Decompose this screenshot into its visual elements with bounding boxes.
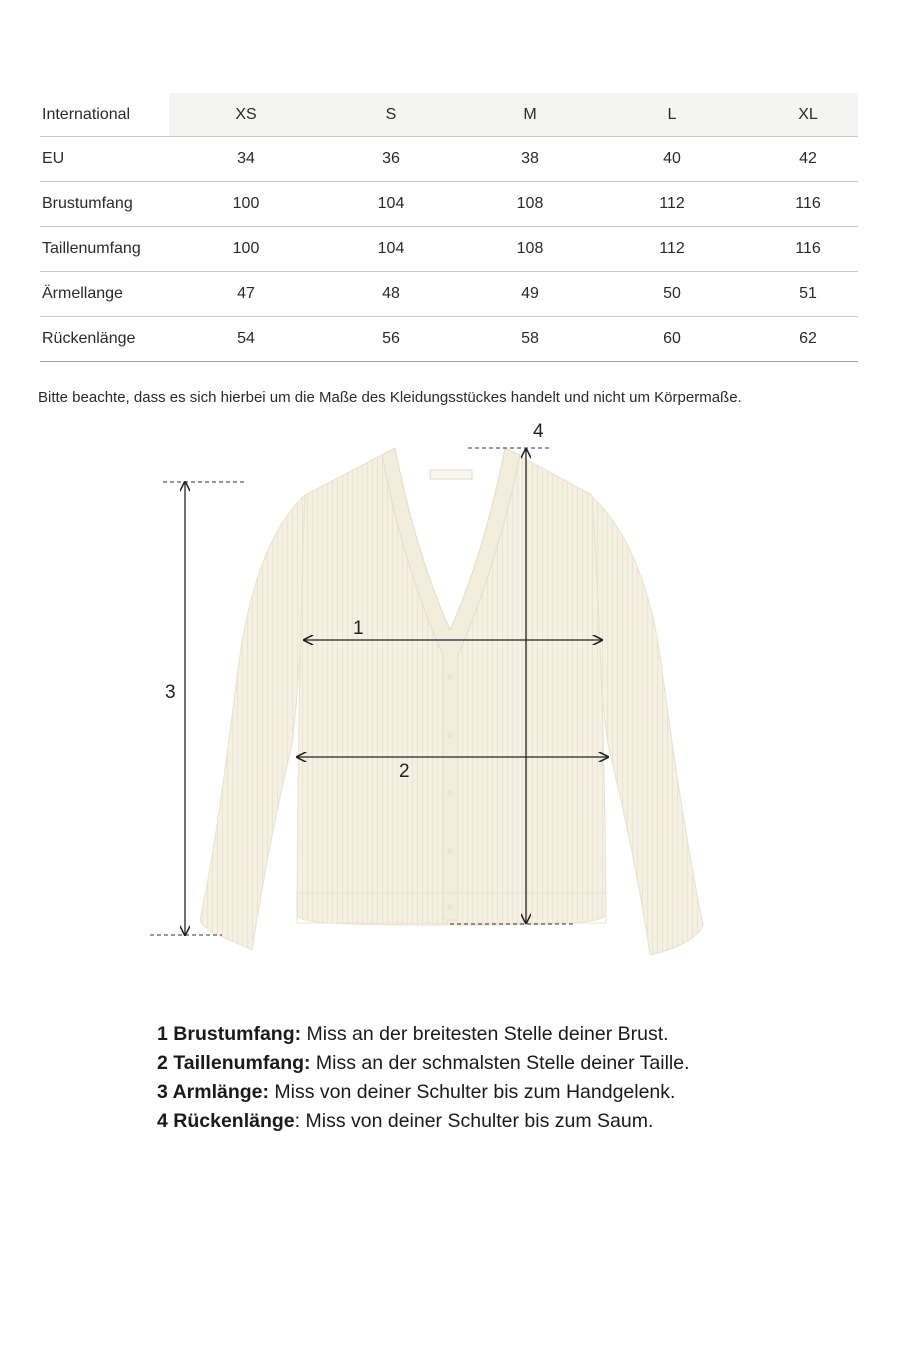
table-cell: 116: [795, 240, 821, 257]
table-row: [40, 182, 858, 227]
legend-term: Armlänge:: [172, 1081, 269, 1103]
header-size: L: [667, 105, 677, 123]
marker-waist: 2: [399, 761, 410, 782]
brand-label: [430, 470, 472, 479]
table-row: [40, 272, 858, 317]
button: [447, 674, 453, 680]
table-cell: 36: [382, 150, 400, 167]
table-cell: 48: [382, 285, 400, 302]
table-cell: 112: [659, 240, 685, 257]
legend-num: 3: [157, 1081, 168, 1103]
legend-num: 2: [157, 1052, 168, 1074]
table-cell: 56: [382, 330, 400, 347]
table-cell: 49: [521, 285, 539, 302]
marker-chest: 1: [353, 618, 364, 639]
table-row: [40, 317, 858, 362]
button: [447, 790, 453, 796]
table-cell: 104: [377, 240, 405, 257]
table-header-row: [40, 93, 858, 137]
table-cell: 100: [232, 240, 260, 257]
left-sleeve: [200, 495, 305, 950]
table-cell: 34: [237, 150, 255, 167]
table-cell: 50: [663, 285, 681, 302]
marker-sleeve: 3: [165, 682, 176, 703]
row-label: Rückenlänge: [42, 330, 136, 347]
legend-term: Taillenumfang:: [173, 1052, 311, 1074]
header-size: S: [385, 105, 397, 123]
table-cell: 51: [799, 285, 817, 302]
measurement-note: Bitte beachte, dass es sich hierbei um die Maße des Kleidungsstückes handelt und nicht um Körpermaße.: [38, 389, 742, 406]
marker-back: 4: [533, 421, 544, 442]
table-row: [40, 227, 858, 272]
table-cell: 100: [232, 195, 260, 212]
legend-text: : Miss von deiner Schulter bis zum Saum.: [294, 1110, 654, 1132]
measurement-legend: [157, 1020, 690, 1136]
table-cell: 116: [795, 195, 821, 212]
button: [447, 904, 453, 910]
legend-term: Rückenlänge: [173, 1110, 295, 1132]
table-cell: 38: [521, 150, 539, 167]
header-label: International: [42, 105, 131, 123]
table-cell: 112: [659, 195, 685, 212]
legend-text: Miss an der schmalsten Stelle deiner Taille.: [310, 1052, 690, 1074]
table-cell: 58: [521, 330, 539, 347]
header-size: M: [523, 105, 537, 123]
table-cell: 62: [799, 330, 817, 347]
table-cell: 40: [663, 150, 681, 167]
button: [447, 732, 453, 738]
legend-num: 1: [157, 1023, 168, 1045]
legend-num: 4: [157, 1110, 168, 1132]
table-cell: 47: [237, 285, 255, 302]
legend-term: Brustumfang:: [173, 1023, 302, 1045]
right-sleeve: [590, 495, 703, 955]
cardigan-illustration: [0, 415, 900, 975]
table-cell: 42: [799, 150, 817, 167]
legend-item: [157, 1078, 690, 1107]
table-cell: 54: [237, 330, 255, 347]
row-label: Ärmellange: [42, 285, 123, 302]
table-cell: 108: [516, 195, 544, 212]
row-label: EU: [42, 150, 65, 167]
size-table: [40, 93, 858, 362]
button: [447, 848, 453, 854]
legend-item: [157, 1020, 690, 1049]
legend-item: [157, 1049, 690, 1078]
table-cell: 108: [516, 240, 544, 257]
header-size: XL: [798, 105, 818, 123]
garment-figure: [0, 415, 900, 975]
legend-text: Miss von deiner Schulter bis zum Handgelenk.: [269, 1081, 676, 1103]
table-cell: 104: [377, 195, 405, 212]
row-label: Taillenumfang: [42, 240, 141, 257]
legend-item: [157, 1107, 690, 1136]
legend-text: Miss an der breitesten Stelle deiner Brust.: [301, 1023, 669, 1045]
row-label: Brustumfang: [42, 195, 133, 212]
header-size: XS: [235, 105, 257, 123]
table-row: [40, 137, 858, 182]
table-cell: 60: [663, 330, 681, 347]
